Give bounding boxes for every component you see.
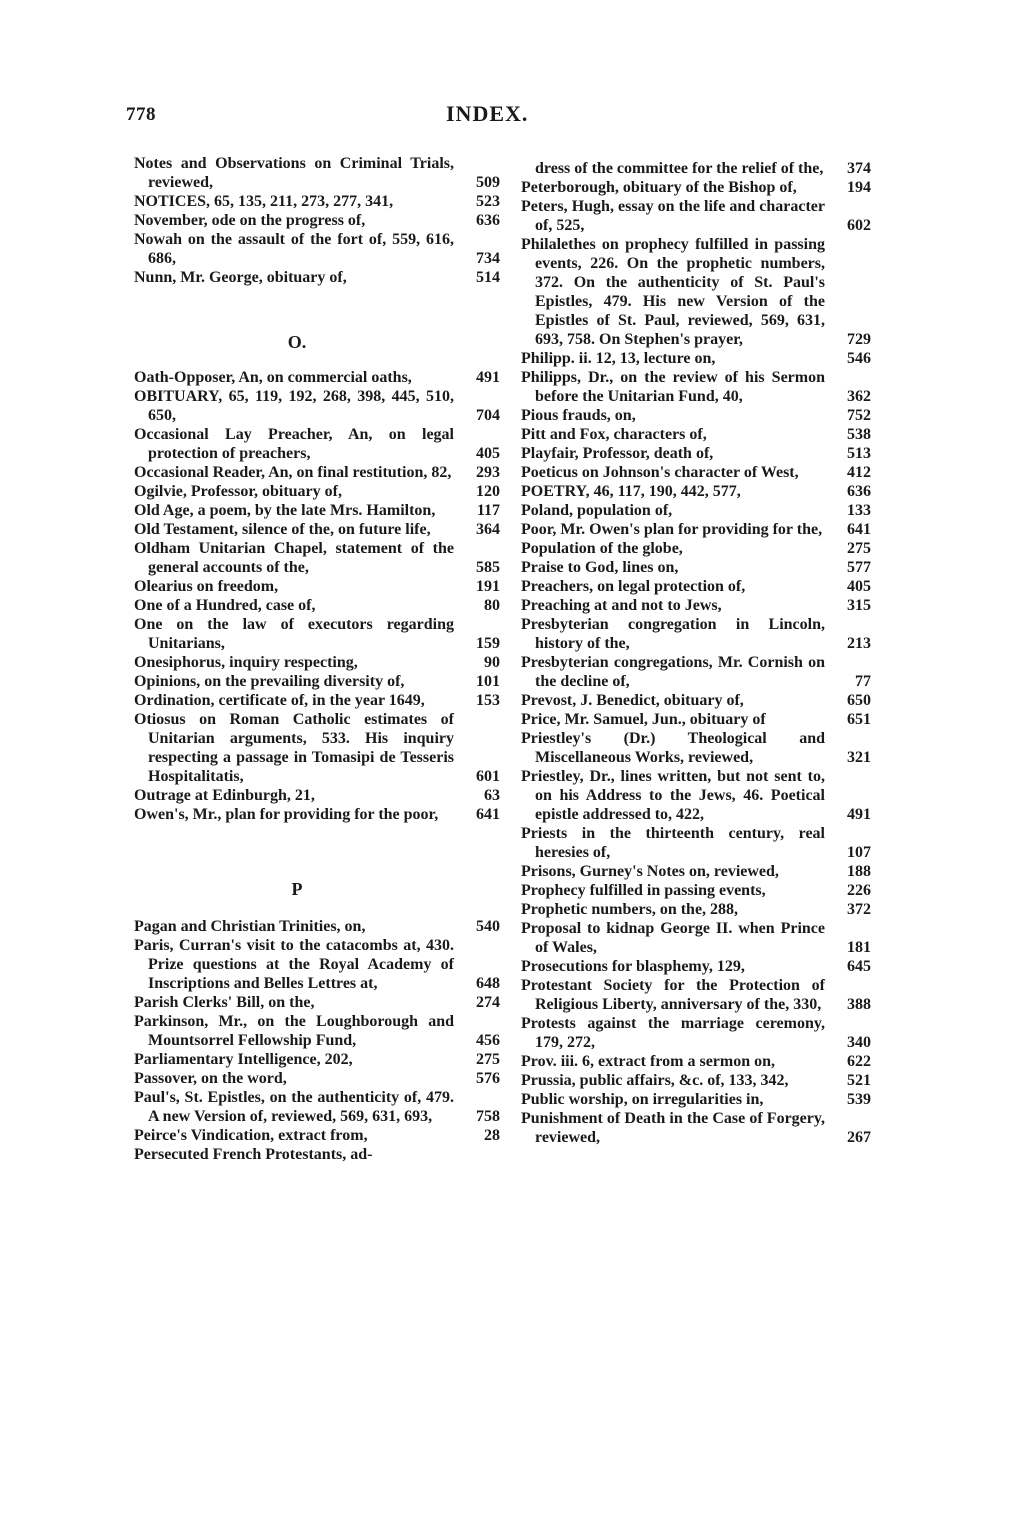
entry-text: Old Testament, silence of the, on future life, [134,521,431,538]
entry-page-ref: 523 [476,193,500,210]
entry-text: Paul's, St. Epistles, on the authenticity of, 479. A new Version of, reviewed, 569, 631, 693, [134,1089,454,1125]
index-entry [521,976,871,1014]
entry-page-ref: 159 [476,635,500,652]
index-entry [521,824,871,862]
index-column-left [134,154,500,1164]
entry-page-ref: 267 [847,1129,871,1146]
entry-page-ref: 456 [476,1032,500,1049]
index-entry [521,482,871,501]
entry-text: Parish Clerks' Bill, on the, [134,994,315,1011]
index-entry [134,993,500,1012]
entry-text: Persecuted French Protestants, ad- [134,1146,373,1163]
entry-page-ref: 405 [847,578,871,595]
index-entry [134,425,500,463]
index-entry [521,1014,871,1052]
entry-page-ref: 340 [847,1034,871,1051]
entry-page-ref: 602 [847,217,871,234]
entry-text: Prussia, public affairs, &c. of, 133, 342, [521,1072,789,1089]
entry-page-ref: 752 [847,407,871,424]
entry-page-ref: 120 [476,483,500,500]
index-entry [521,1090,871,1109]
entry-text: Public worship, on irregularities in, [521,1091,764,1108]
entry-page-ref: 315 [847,597,871,614]
entry-text: Proposal to kidnap George II. when Prince of Wales, [521,920,825,956]
index-entry [521,444,871,463]
entry-text: Otiosus on Roman Catholic estimates of Unitarian arguments, 533. His inquiry respecting a passage in Tomasipi de Tesseris Hospitalitatis, [134,711,454,785]
index-entry [134,539,500,577]
entry-text: Philipp. ii. 12, 13, lecture on, [521,350,716,367]
index-entry [134,192,500,211]
entry-text: Peters, Hugh, essay on the life and character of, 525, [521,198,825,234]
entry-text: Poeticus on Johnson's character of West, [521,464,799,481]
entry-page-ref: 191 [476,578,500,595]
entry-text: One of a Hundred, case of, [134,597,316,614]
entry-page-ref: 293 [476,464,500,481]
entry-text: Price, Mr. Samuel, Jun., obituary of [521,711,766,728]
entry-page-ref: 364 [476,521,500,538]
index-entry [521,596,871,615]
entry-page-ref: 758 [476,1108,500,1125]
entry-page-ref: 651 [847,711,871,728]
index-entry [521,577,871,596]
entry-page-ref: 153 [476,692,500,709]
index-entry [521,501,871,520]
entry-text: Presbyterian congregation in Lincoln, history of the, [521,616,825,652]
index-entry [134,577,500,596]
index-column-right [521,159,871,1147]
index-entry [521,463,871,482]
entry-text: Notes and Observations on Criminal Trials, reviewed, [134,155,454,191]
index-entry [134,805,500,824]
entry-page-ref: 540 [476,918,500,935]
entry-page-ref: 514 [476,269,500,286]
index-entry [134,1145,500,1164]
entry-text: One on the law of executors regarding Unitarians, [134,616,454,652]
entry-page-ref: 412 [847,464,871,481]
index-entry [134,917,500,936]
entry-text: Outrage at Edinburgh, 21, [134,787,315,804]
index-entry [521,425,871,444]
entry-text: Prov. iii. 6, extract from a sermon on, [521,1053,776,1070]
entry-page-ref: 388 [847,996,871,1013]
index-entry [134,672,500,691]
index-entry [521,178,871,197]
index-entry [521,653,871,691]
page-number: 778 [126,104,156,125]
entry-text: Priestley, Dr., lines written, but not sent to, on his Address to the Jews, 46. Poetical epistle addressed to, 422, [521,768,825,823]
entry-page-ref: 194 [847,179,871,196]
index-entry [134,786,500,805]
entry-text: Peterborough, obituary of the Bishop of, [521,179,797,196]
entry-page-ref: 636 [476,212,500,229]
entry-text: Occasional Reader, An, on final restitution, 82, [134,464,452,481]
index-entry [521,558,871,577]
index-entry [134,368,500,387]
entry-text: Oath-Opposer, An, on commercial oaths, [134,369,412,386]
index-entry [134,268,500,287]
index-entry [521,710,871,729]
entry-page-ref: 585 [476,559,500,576]
index-entry [521,406,871,425]
entry-page-ref: 576 [476,1070,500,1087]
entry-text: Population of the globe, [521,540,683,557]
entry-page-ref: 77 [855,673,871,690]
entry-page-ref: 491 [847,806,871,823]
entry-text: Prosecutions for blasphemy, 129, [521,958,745,975]
entry-page-ref: 80 [484,597,500,614]
entry-page-ref: 275 [847,540,871,557]
entry-text: Parkinson, Mr., on the Loughborough and Mountsorrel Fellowship Fund, [134,1013,454,1049]
entry-page-ref: 90 [484,654,500,671]
entry-text: Passover, on the word, [134,1070,287,1087]
entry-text: Oldham Unitarian Chapel, statement of the general accounts of the, [134,540,454,576]
index-entry [521,862,871,881]
entry-page-ref: 622 [847,1053,871,1070]
entry-page-ref: 107 [847,844,871,861]
index-entry [521,235,871,349]
entry-page-ref: 274 [476,994,500,1011]
entry-text: Pious frauds, on, [521,407,636,424]
entry-text: dress of the committee for the relief of the, [535,160,824,177]
entry-page-ref: 546 [847,350,871,367]
entry-page-ref: 734 [476,250,500,267]
entry-text: Presbyterian congregations, Mr. Cornish on the decline of, [521,654,825,690]
entries-o [134,368,500,824]
entry-page-ref: 374 [847,160,871,177]
index-entry [134,520,500,539]
entry-text: Preaching at and not to Jews, [521,597,722,614]
entry-page-ref: 538 [847,426,871,443]
entry-page-ref: 704 [476,407,500,424]
index-entry [521,349,871,368]
entry-page-ref: 101 [476,673,500,690]
entry-page-ref: 491 [476,369,500,386]
entry-text: Priestley's (Dr.) Theological and Miscellaneous Works, reviewed, [521,730,825,766]
entry-text: Prophetic numbers, on the, 288, [521,901,739,918]
index-entry [521,767,871,824]
entry-text: Ordination, certificate of, in the year 1649, [134,692,425,709]
entry-text: Punishment of Death in the Case of Forgery, reviewed, [521,1110,825,1146]
entry-page-ref: 601 [476,768,500,785]
entry-page-ref: 28 [484,1127,500,1144]
index-entry [521,368,871,406]
index-entry [134,1069,500,1088]
index-entry [134,1012,500,1050]
entry-page-ref: 513 [847,445,871,462]
section-letter-o: O. [287,332,307,352]
entry-page-ref: 321 [847,749,871,766]
index-entry [134,710,500,786]
entry-text: OBITUARY, 65, 119, 192, 268, 398, 445, 510, 650, [134,388,454,424]
entry-page-ref: 275 [476,1051,500,1068]
index-entry [134,230,500,268]
index-entry [521,957,871,976]
entry-text: Playfair, Professor, death of, [521,445,714,462]
entry-page-ref: 188 [847,863,871,880]
entry-page-ref: 521 [847,1072,871,1089]
index-entry [134,482,500,501]
entry-page-ref: 362 [847,388,871,405]
entry-page-ref: 636 [847,483,871,500]
entry-text: Prisons, Gurney's Notes on, reviewed, [521,863,779,880]
entry-text: November, ode on the progress of, [134,212,366,229]
index-entry [134,501,500,520]
entries-n [134,154,500,287]
entry-text: Ogilvie, Professor, obituary of, [134,483,342,500]
index-entry [521,1071,871,1090]
index-entry [521,1052,871,1071]
entry-text: Preachers, on legal protection of, [521,578,746,595]
entry-text: NOTICES, 65, 135, 211, 273, 277, 341, [134,193,394,210]
index-entry [134,1088,500,1126]
index-entry [134,211,500,230]
index-entry [521,159,871,178]
index-entry [521,881,871,900]
entry-text: Praise to God, lines on, [521,559,679,576]
entries-right [521,159,871,1147]
entry-text: Poor, Mr. Owen's plan for providing for the, [521,521,823,538]
entry-text: Old Age, a poem, by the late Mrs. Hamilton, [134,502,436,519]
index-entry [134,615,500,653]
entry-page-ref: 117 [476,502,500,519]
entry-text: Poland, population of, [521,502,673,519]
entry-page-ref: 213 [847,635,871,652]
entry-text: Occasional Lay Preacher, An, on legal protection of preachers, [134,426,454,462]
index-entry [521,729,871,767]
entry-page-ref: 539 [847,1091,871,1108]
index-entry [134,596,500,615]
index-entry [134,653,500,672]
index-entry [134,463,500,482]
entry-text: Nunn, Mr. George, obituary of, [134,269,347,286]
entry-text: Nowah on the assault of the fort of, 559, 616, 686, [134,231,454,267]
entry-page-ref: 181 [847,939,871,956]
entry-page-ref: 509 [476,174,500,191]
entry-text: Peirce's Vindication, extract from, [134,1127,368,1144]
entry-text: Pagan and Christian Trinities, on, [134,918,366,935]
index-entry [134,936,500,993]
entry-page-ref: 650 [847,692,871,709]
entry-page-ref: 641 [847,521,871,538]
entries-p [134,917,500,1164]
entry-text: Philipps, Dr., on the review of his Sermon before the Unitarian Fund, 40, [521,369,825,405]
entry-text: Olearius on freedom, [134,578,279,595]
index-entry [521,1109,871,1147]
index-entry [134,691,500,710]
entry-page-ref: 641 [476,806,500,823]
entry-page-ref: 63 [484,787,500,804]
entry-page-ref: 133 [847,502,871,519]
index-entry [521,691,871,710]
entry-text: Protestant Society for the Protection of Religious Liberty, anniversary of the, 330, [521,977,825,1013]
section-letter-p: P [291,879,303,899]
entry-text: Owen's, Mr., plan for providing for the poor, [134,806,439,823]
entry-text: Onesiphorus, inquiry respecting, [134,654,358,671]
entry-text: POETRY, 46, 117, 190, 442, 577, [521,483,741,500]
index-entry [134,154,500,192]
entry-text: Pitt and Fox, characters of, [521,426,707,443]
entry-text: Prevost, J. Benedict, obituary of, [521,692,744,709]
entry-text: Protests against the marriage ceremony, 179, 272, [521,1015,825,1051]
index-entry [134,387,500,425]
entry-text: Parliamentary Intelligence, 202, [134,1051,353,1068]
entry-text: Opinions, on the prevailing diversity of, [134,673,405,690]
index-entry [521,197,871,235]
index-entry [521,900,871,919]
index-entry [521,919,871,957]
entry-page-ref: 405 [476,445,500,462]
entry-page-ref: 577 [847,559,871,576]
index-entry [134,1126,500,1145]
running-head: INDEX. [446,101,529,126]
index-entry [521,520,871,539]
entry-page-ref: 645 [847,958,871,975]
entry-page-ref: 226 [847,882,871,899]
entry-text: Paris, Curran's visit to the catacombs at, 430. Prize questions at the Royal Academy of Inscriptions and Belles Lettres at, [134,937,454,992]
entry-page-ref: 372 [847,901,871,918]
index-entry [134,1050,500,1069]
entry-page-ref: 729 [847,331,871,348]
entry-page-ref: 648 [476,975,500,992]
entry-text: Priests in the thirteenth century, real heresies of, [521,825,825,861]
entry-text: Philalethes on prophecy fulfilled in passing events, 226. On the prophetic numbers, 372. On the authenticity of St. Paul's Epistles, 479. His new Version of the Epistles of St. Paul, reviewed, 569, 631, 693, 758. On Stephen's prayer, [521,236,825,348]
index-entry [521,615,871,653]
entry-text: Prophecy fulfilled in passing events, [521,882,766,899]
index-entry [521,539,871,558]
